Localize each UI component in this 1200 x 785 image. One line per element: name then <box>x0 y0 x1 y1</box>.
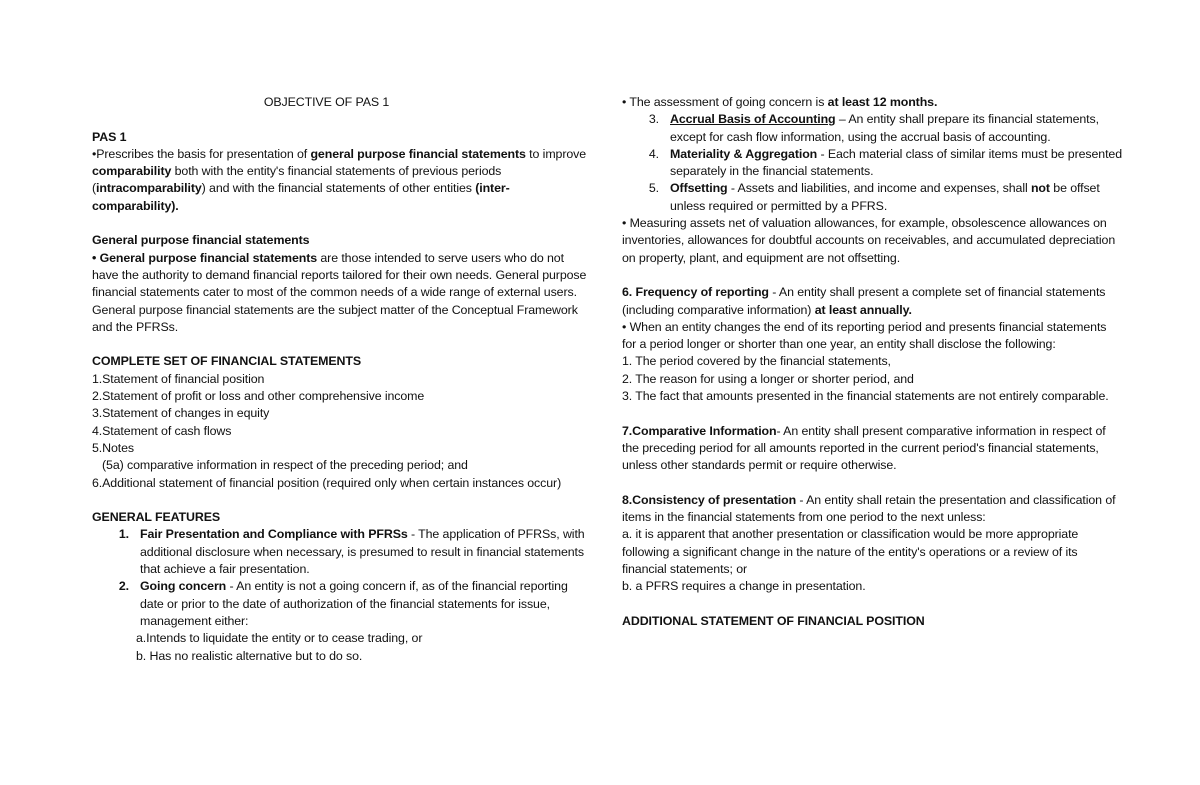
page-title: OBJECTIVE OF PAS 1 <box>263 95 390 109</box>
complete-item: 5.Notes <box>92 440 135 455</box>
frequency-item: 1. The period covered by the financial statements, <box>622 354 891 369</box>
left-column <box>92 94 587 665</box>
consistency-paragraph: 8.Consistency of presentation - An entity shall retain the presentation and classification of items in the financial statements from one period to the next unless: <box>622 492 1116 525</box>
general-feature-item: 5. Offsetting - Assets and liabilities, and income and expenses, shall not be offset unless required or permitted by a PFRS. <box>648 181 1100 213</box>
pas1-paragraph: •Prescribes the basis for presentation of general purpose financial statements to improve comparability both with the entity's financial statements of previous periods (intracomparability) and with the financial statements of other entities (inter-comparability). <box>92 146 587 213</box>
going-concern-option: a.Intends to liquidate the entity or to cease trading, or <box>136 631 423 646</box>
going-concern-option: b. Has no realistic alternative but to do so. <box>136 648 363 663</box>
complete-set-heading: COMPLETE SET OF FINANCIAL STATEMENTS <box>92 354 361 369</box>
complete-item: 4.Statement of cash flows <box>92 423 232 438</box>
frequency-bullet: • When an entity changes the end of its reporting period and presents financial statements for a period longer or shorter than one year, an entity shall disclose the following: <box>622 319 1107 352</box>
complete-item: (5a) comparative information in respect of the preceding period; and <box>102 458 468 473</box>
gpfs-paragraph: • General purpose financial statements are those intended to serve users who do not have the authority to demand financial reports tailored for their own needs. General purpose financial statements cater to most of the common needs of a wide range of external users. General purpose financial statements are the subject matter of the Conceptual Framework and the PFRSs. <box>92 250 587 334</box>
complete-item: 3.Statement of changes in equity <box>92 406 270 421</box>
general-feature-item: 3. Accrual Basis of Accounting – An entity shall prepare its financial statements, except for cash flow information, using the accrual basis of accounting. <box>648 112 1099 144</box>
general-features-heading: GENERAL FEATURES <box>92 510 221 525</box>
frequency-item: 3. The fact that amounts presented in the financial statements are not entirely comparable. <box>622 389 1109 404</box>
offsetting-bullet: • Measuring assets net of valuation allowances, for example, obsolescence allowances on inventories, allowances for doubtful accounts on receivables, and accumulated depreciation on property, plant, and equipment are not offsetting. <box>622 216 1116 265</box>
general-feature-item: 2. Going concern - An entity is not a going concern if, as of the financial reporting date or prior to the date of authorization of the financial statements for issue, management either: <box>118 579 568 628</box>
consistency-item: a. it is apparent that another presentation or classification would be more appropriate following a significant change in the nature of the entity's operations or a review of its financial statements; or <box>622 527 1079 577</box>
complete-item: 6.Additional statement of financial position (required only when certain instances occur) <box>92 475 562 490</box>
additional-statement-heading: ADDITIONAL STATEMENT OF FINANCIAL POSITION <box>622 613 925 628</box>
going-concern-bullet: • The assessment of going concern is at least 12 months. <box>622 95 938 109</box>
pas1-heading: PAS 1 <box>92 129 127 144</box>
frequency-paragraph: 6. Frequency of reporting - An entity shall present a complete set of financial statements (including comparative information) at least annually. <box>622 285 1106 317</box>
consistency-item: b. a PFRS requires a change in presentation. <box>622 579 866 594</box>
general-feature-item: 1. Fair Presentation and Compliance with PFRSs - The application of PFRSs, with additional disclosure when necessary, is presumed to result in financial statements that achieve a fair presentation. <box>118 527 585 577</box>
right-column <box>622 94 1122 630</box>
complete-item: 1.Statement of financial position <box>92 371 265 386</box>
general-feature-item: 4. Materiality & Aggregation - Each material class of similar items must be presented separately in the financial statements. <box>648 146 1123 179</box>
frequency-item: 2. The reason for using a longer or shorter period, and <box>622 371 914 386</box>
comparative-paragraph: 7.Comparative Information- An entity shall present comparative information in respect of the preceding period for all amounts reported in the current period's financial statements, unless other standards permit or require otherwise. <box>622 423 1106 473</box>
gpfs-heading: General purpose financial statements <box>92 233 310 248</box>
complete-item: 2.Statement of profit or loss and other comprehensive income <box>92 389 425 404</box>
